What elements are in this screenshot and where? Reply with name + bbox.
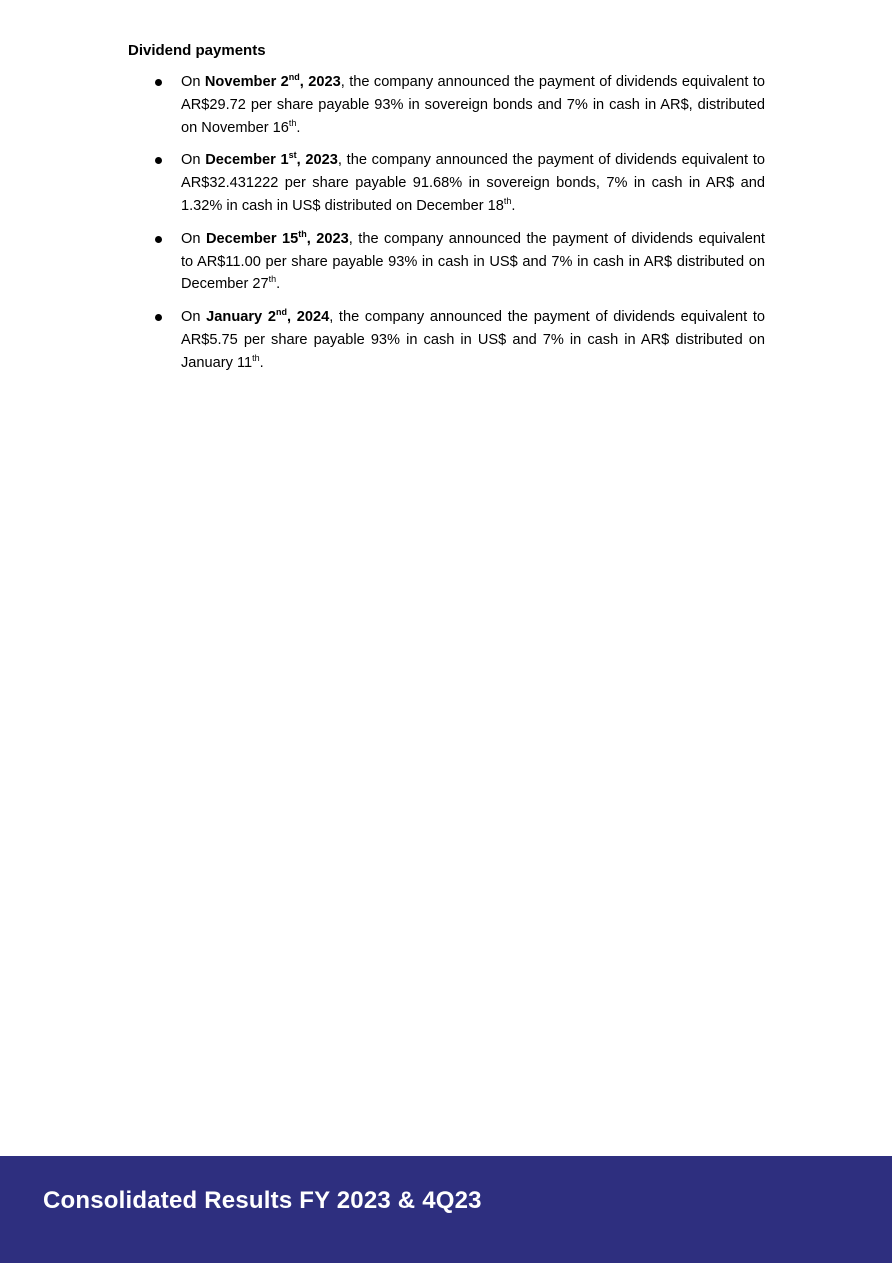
item-end: . bbox=[259, 354, 264, 371]
item-date bbox=[205, 74, 341, 90]
date-text: January 2 bbox=[206, 309, 276, 326]
item-date bbox=[206, 309, 329, 325]
date-ordinal: th bbox=[298, 228, 307, 239]
date-ordinal: nd bbox=[288, 72, 300, 83]
item-text bbox=[181, 74, 765, 136]
list-item bbox=[181, 71, 765, 139]
item-end: . bbox=[276, 276, 281, 293]
item-lead: On bbox=[181, 309, 207, 326]
item-end: . bbox=[296, 119, 301, 136]
end-ordinal: th bbox=[252, 352, 260, 363]
end-ordinal: th bbox=[503, 196, 512, 207]
item-lead: On bbox=[181, 74, 205, 90]
item-lead: On bbox=[181, 152, 206, 169]
item-text bbox=[181, 152, 765, 214]
list-item bbox=[181, 149, 765, 217]
date-text: December 15 bbox=[205, 230, 299, 247]
bullet-icon bbox=[155, 236, 162, 243]
item-text bbox=[181, 228, 765, 293]
item-lead: On bbox=[181, 230, 206, 247]
item-end: . bbox=[511, 197, 516, 214]
date-year: , 2023 bbox=[296, 152, 338, 169]
dividend-list bbox=[0, 71, 892, 385]
end-ordinal: th bbox=[288, 117, 297, 128]
item-text bbox=[181, 309, 765, 371]
item-body: , the company announced the payment of dividends equivalent to AR$32.431222 per share payable 91.68% in sovereign bonds, 7% in cash in AR$ and 1.32% in cash in US$ distributed on December 18 bbox=[181, 152, 765, 214]
item-body: , the company announced the payment of dividends equivalent to AR$5.75 per share payable 93% in cash in US$ and 7% in cash in AR$ distributed on January 11 bbox=[181, 309, 766, 371]
date-text: November 2 bbox=[204, 74, 289, 90]
list-item bbox=[181, 306, 765, 374]
end-ordinal: th bbox=[268, 274, 277, 285]
date-year: , 2023 bbox=[306, 230, 349, 247]
bullet-icon bbox=[155, 79, 162, 86]
section-heading: Dividend payments bbox=[128, 42, 266, 59]
bullet-icon bbox=[155, 157, 162, 164]
date-ordinal: nd bbox=[275, 307, 287, 318]
item-date bbox=[205, 152, 338, 168]
date-year: , 2023 bbox=[299, 74, 341, 90]
date-year: , 2024 bbox=[286, 309, 330, 326]
bullet-icon bbox=[155, 314, 162, 321]
item-date bbox=[205, 228, 349, 247]
item-body: , the company announced the payment of dividends equivalent to AR$11.00 per share payable 93% in cash in US$ and 7% in cash in AR$ distributed on December 27 bbox=[181, 230, 765, 293]
date-ordinal: st bbox=[288, 150, 297, 161]
date-text: December 1 bbox=[205, 152, 289, 169]
list-item bbox=[181, 228, 765, 296]
footer-title: Consolidated Results FY 2023 & 4Q23 bbox=[43, 1187, 482, 1214]
item-body: , the company announced the payment of dividends equivalent to AR$29.72 per share payable 93% in sovereign bonds and 7% in cash in AR$, distributed on November 16 bbox=[181, 74, 766, 136]
